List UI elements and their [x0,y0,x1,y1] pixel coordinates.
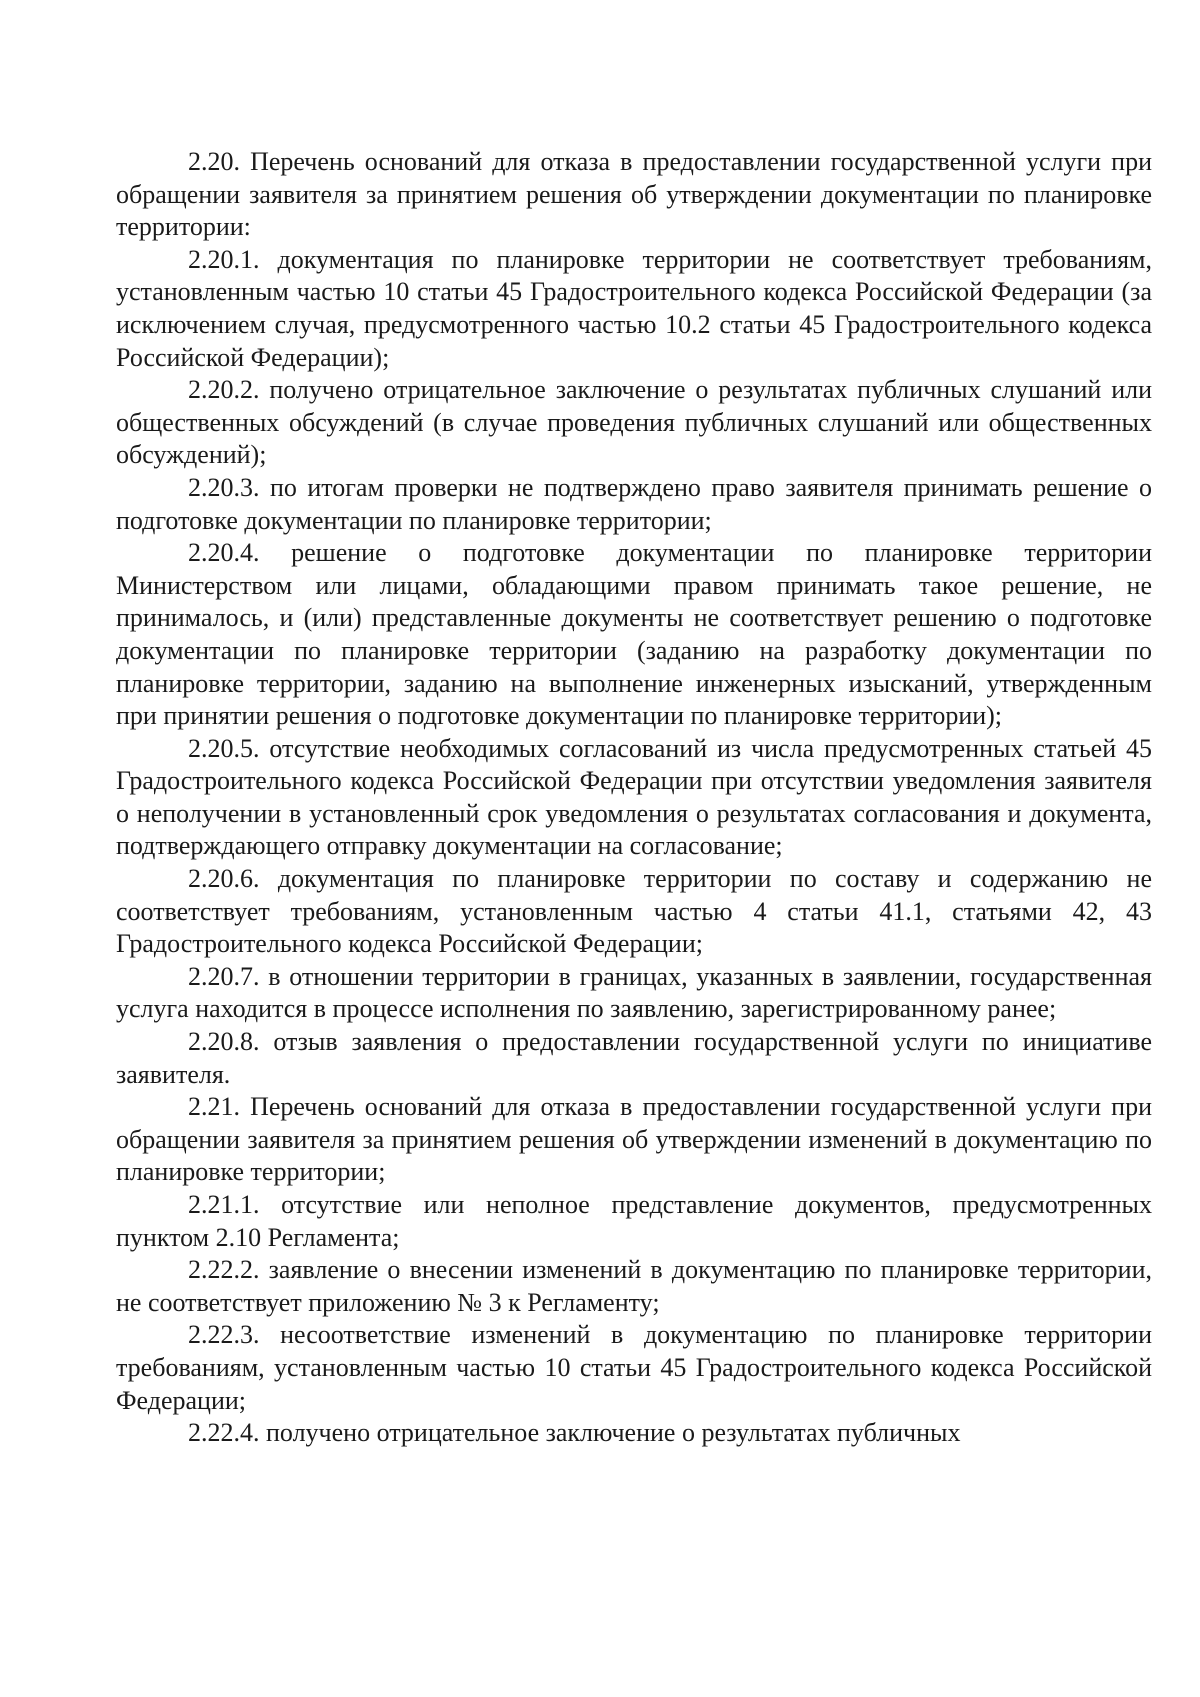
paragraph-2-22-2: 2.22.2. заявление о внесении изменений в документацию по планировке территории, не соответствует приложению № 3 к Регламенту; [116,1255,1152,1317]
paragraph-2-22-4: 2.22.4. получено отрицательное заключение о результатах публичных [188,1418,961,1448]
paragraph-2-20-1: 2.20.1. документация по планировке территории не соответствует требованиям, установленным частью 10 статьи 45 Градостроительного кодекса Российской Федерации (за исключением случая, предусмотренного частью 10.2 статьи 45 Градостроительного кодекса Российской Федерации); [116,244,1152,372]
paragraph-2-20-3: 2.20.3. по итогам проверки не подтверждено право заявителя принимать решение о подготовке документации по планировке территории; [116,472,1152,535]
paragraph-2-20-4: 2.20.4. решение о подготовке документации по планировке территории Министерством или лицами, обладающими правом принимать такое решение, не принималось, и (или) представленные документы не соответствует решению о подготовке документации по планировке территории (заданию на разработку документации по планировке территории, заданию на выполнение инженерных изысканий, утвержденным при принятии решения о подготовке документации по планировке территории); [116,538,1152,731]
paragraph-2-21-1: 2.21.1. отсутствие или неполное представление документов, предусмотренных пунктом 2.10 Регламента; [116,1190,1152,1252]
document-body [116,146,1152,1450]
paragraph-2-20-5: 2.20.5. отсутствие необходимых согласований из числа предусмотренных статьей 45 Градостроительного кодекса Российской Федерации при отсутствии уведомления заявителя о неполучении в установленный срок уведомления о результатах согласования и документа, подтверждающего отправку документации на согласование; [116,733,1152,861]
paragraph-2-20: 2.20. Перечень оснований для отказа в предоставлении государственной услуги при обращении заявителя за принятием решения об утверждении документации по планировке территории: [116,147,1152,242]
paragraph-2-21: 2.21. Перечень оснований для отказа в предоставлении государственной услуги при обращении заявителя за принятием решения об утверждении изменений в документацию по планировке территории; [116,1092,1152,1187]
paragraph-2-20-7: 2.20.7. в отношении территории в границах, указанных в заявлении, государственная услуга находится в процессе исполнения по заявлению, зарегистрированному ранее; [116,961,1152,1024]
paragraph-2-20-8: 2.20.8. отзыв заявления о предоставлении государственной услуги по инициативе заявителя. [116,1027,1152,1089]
paragraph-2-20-2: 2.20.2. получено отрицательное заключение о результатах публичных слушаний или общественных обсуждений (в случае проведения публичных слушаний или общественных обсуждений); [116,375,1152,470]
paragraph-2-22-3: 2.22.3. несоответствие изменений в документацию по планировке территории требованиям, установленным частью 10 статьи 45 Градостроительного кодекса Российской Федерации; [116,1320,1152,1415]
paragraph-2-20-6: 2.20.6. документация по планировке территории по составу и содержанию не соответствует требованиям, установленным частью 4 статьи 41.1, статьями 42, 43 Градостроительного кодекса Российской Федерации; [116,864,1152,959]
